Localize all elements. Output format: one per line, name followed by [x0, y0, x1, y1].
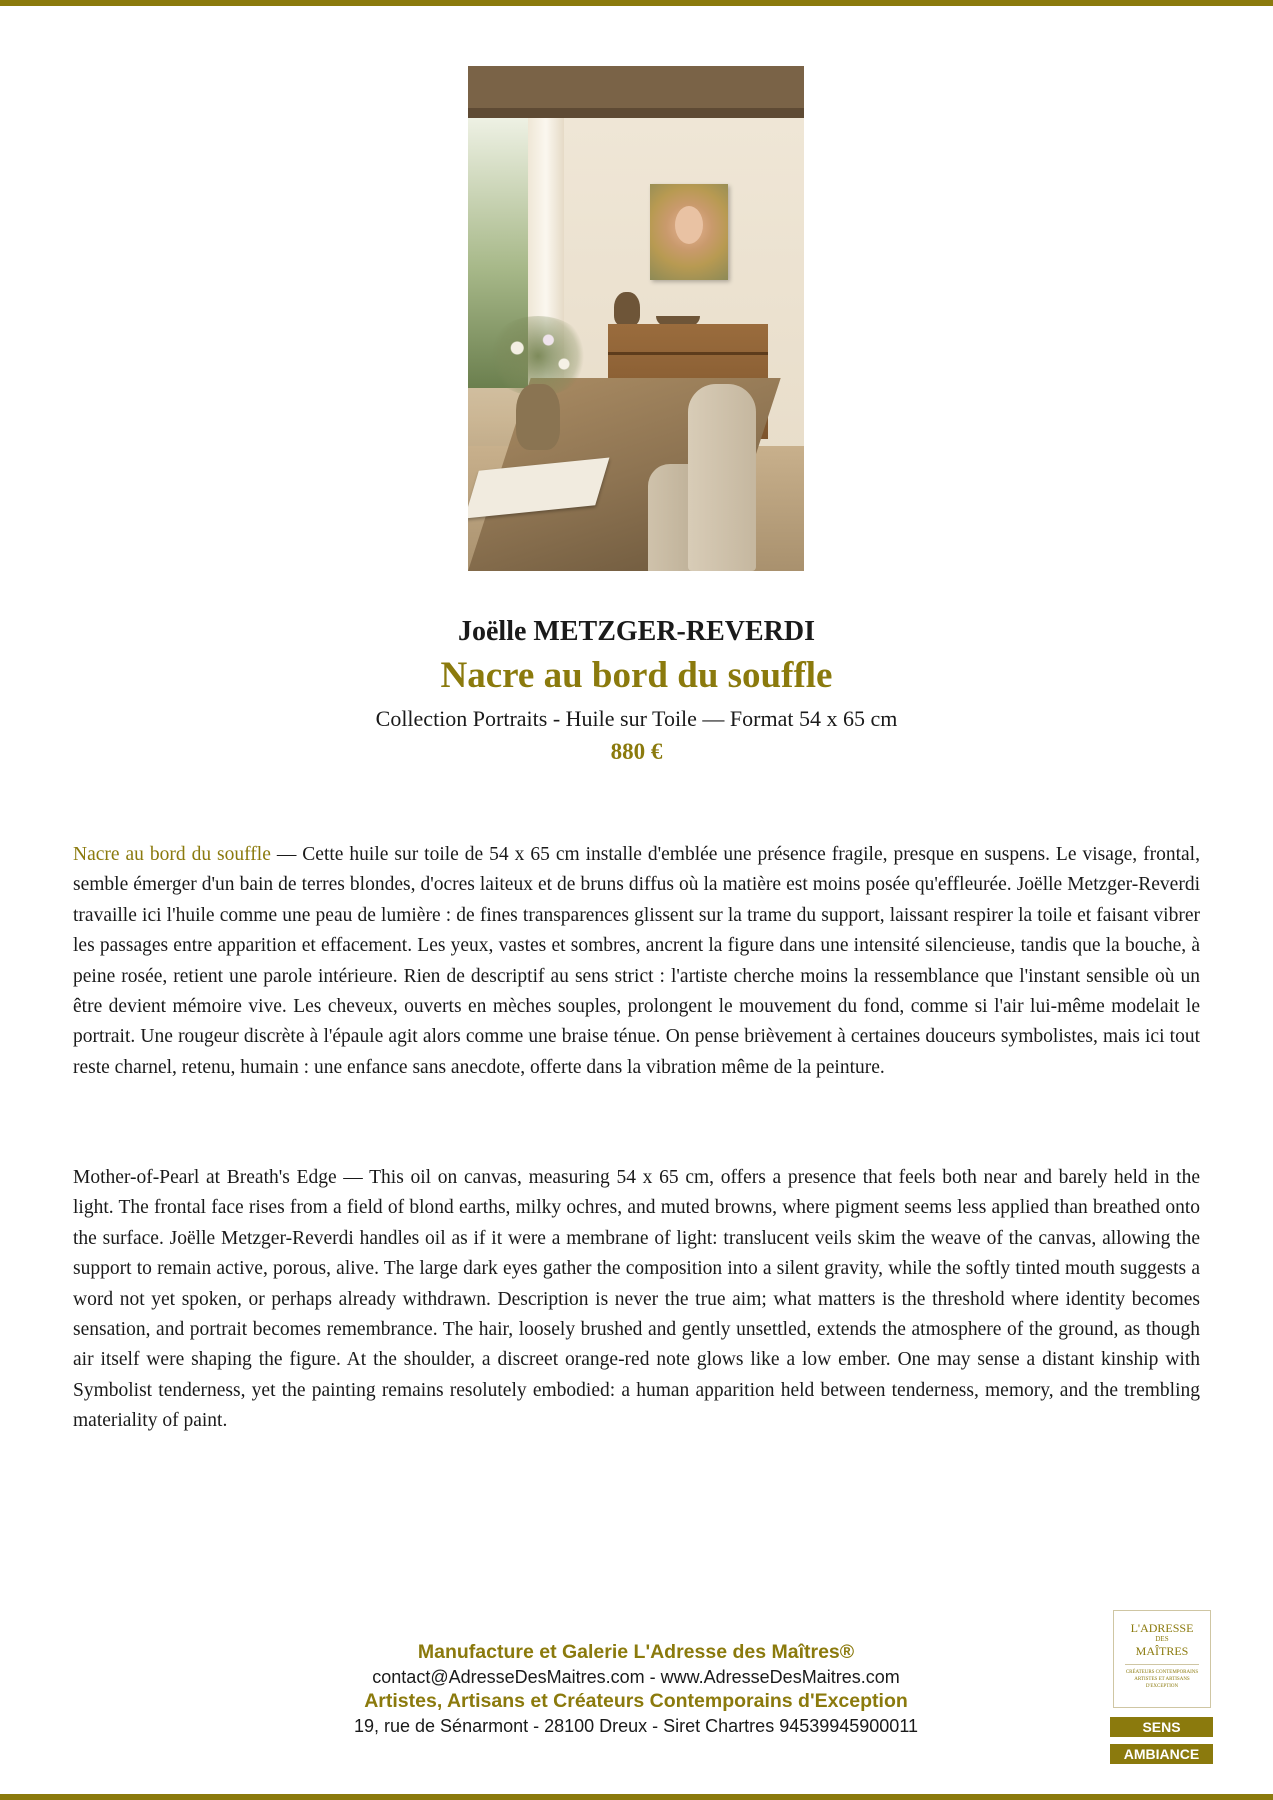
top-accent-bar [0, 0, 1273, 6]
footer-gallery-name: Manufacture et Galerie L'Adresse des Maîtres® [417, 1641, 855, 1663]
tag-ambiance: AMBIANCE [1110, 1744, 1213, 1764]
description-french-lead: Nacre au bord du souffle [73, 844, 271, 865]
artwork-price: 880 € [610, 739, 663, 764]
gallery-logo: L'ADRESSE DES MAÎTRES CRÉATEURS CONTEMPORAINS ARTISTES ET ARTISANS D'EXCEPTION [1113, 1610, 1211, 1708]
description-french-body: — Cette huile sur toile de 54 x 65 cm installe d'emblée une présence fragile, presque en suspens. Le visage, frontal, semble émerger d'un bain de terres blondes, d'ocres laiteux et de bruns diffus où la matière est moins posée qu'effleurée. Joëlle Metzger-Reverdi travaille ici l'huile comme une peau de lumière : de fines transparences glissent sur la trame du support, laissant respirer la toile et faisant vibrer les passages entre apparition et effacement. Les yeux, vastes et sombres, ancrent la figure dans une intensité silencieuse, tandis que la bouche, à peine rosée, retient une parole intérieure. Rien de descriptif au sens strict : l'artiste cherche moins la ressemblance que l'instant sensible où un être devient mémoire vive. Les cheveux, ouverts en mèches souples, prolongent le mouvement du fond, comme si l'air lui-même modelait le portrait. Une rougeur discrète à l'épaule agit alors comme une braise ténue. On pense brièvement à certaines douceurs symbolistes, mais ici tout reste charnel, retenu, humain : une enfance sans anecdote, offerte dans la vibration même de la peinture. [73, 844, 1200, 1078]
artwork-title: Nacre au bord du souffle [440, 655, 833, 696]
footer-tagline: Artistes, Artisans et Créateurs Contemporains d'Exception [364, 1690, 908, 1712]
artwork-heading [0, 612, 1273, 768]
artwork-subtitle: Collection Portraits - Huile sur Toile — Format 54 x 65 cm [375, 706, 898, 731]
description-english: Mother-of-Pearl at Breath's Edge — This oil on canvas, measuring 54 x 65 cm, offers a presence that feels both near and barely held in the light. The frontal face rises from a field of blond earths, milky ochres, and muted browns, where pigment seems less applied than breathed onto the surface. Joëlle Metzger-Reverdi handles oil as if it were a membrane of light: translucent veils skim the weave of the canvas, allowing the support to remain active, porous, alive. The large dark eyes gather the composition into a silent gravity, while the softly tinted mouth suggests a word not yet spoken, or perhaps already withdrawn. Description is never the true aim; what matters is the threshold where identity becomes sensation, and portrait becomes remembrance. The hair, loosely brushed and gently unsettled, extends the atmosphere of the ground, as though air itself were shaping the figure. At the shoulder, a discreet orange-red note glows like a low ember. One may sense a distant kinship with Symbolist tenderness, yet the painting remains resolutely embodied: a human apparition held between tenderness, memory, and the trembling materiality of paint. [73, 1167, 1200, 1432]
footer-address: 19, rue de Sénarmont - 28100 Dreux - Siret Chartres 94539945900011 [353, 1716, 919, 1736]
footer-contact: contact@AdresseDesMaitres.com - www.AdresseDesMaitres.com [372, 1667, 900, 1687]
artist-name: Joëlle METZGER-REVERDI [458, 616, 815, 647]
bottom-accent-bar [0, 1794, 1273, 1800]
tag-sens: SENS [1110, 1717, 1213, 1737]
artwork-interior-photo [468, 66, 804, 571]
footer [236, 1640, 1036, 1738]
description-french [73, 840, 1200, 1083]
portrait-painting [650, 184, 728, 280]
